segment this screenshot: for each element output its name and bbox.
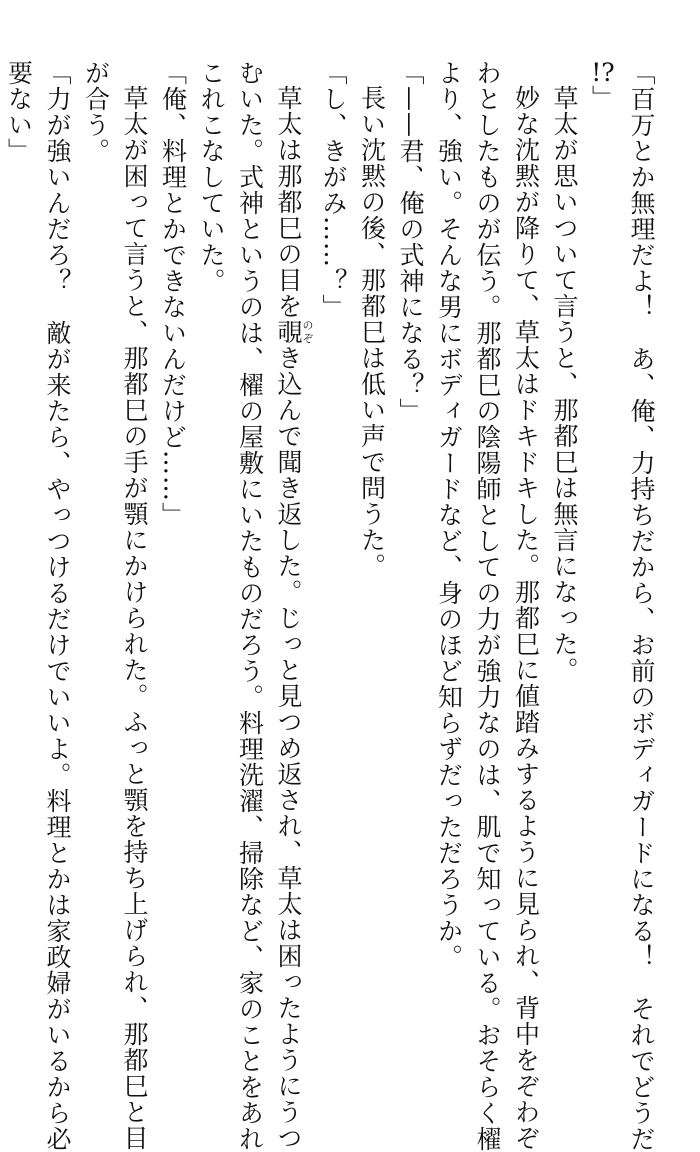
text-line-16: 「力が強いんだろ？ 敵が来たら、やっつけるだけでいいよ。料理とかは家政婦がいるから必 (43, 60, 72, 1152)
text-line-14: 草太が困って言うと、那都巳の手が顎にかけられた。ふっと顎を持ち上げられ、那都巳と目 (120, 85, 149, 1151)
text-line-4: 妙な沈黙が降りて、草太はドキドキした。那都巳に値踏みするように見られ、背中をぞわぞ (511, 85, 541, 1151)
text-line-3: 草太が思いついて言うと、那都巳は無言になった。 (550, 85, 579, 683)
text-line-12: これこなしていた。 (197, 60, 226, 294)
ruby-reading: のぞ (301, 319, 314, 345)
text-line-10 (269, 60, 314, 1151)
text-line-10-start: 草太は那都巳の目を (274, 85, 303, 319)
text-line-9: 「し、きがみ……？」 (319, 60, 348, 320)
vertical-text-block (4, 60, 660, 1152)
text-line-5: わとしたものが伝う。那都巳の陰陽師としての力が強力なのは、肌で知っている。おそらく櫂 (473, 60, 502, 1152)
interrobang-mark: !? (591, 60, 615, 85)
text-line-7: 「——君、俺の式神になる？」 (396, 60, 425, 424)
text-line-10-end: き込んで聞き返した。じっと見つめ返され、草太は困ったようにうつ (274, 345, 303, 1151)
text-line-2: !?」 (588, 60, 618, 111)
text-line-13: 「俺、料理とかできないんだけど……」 (158, 60, 188, 528)
text-line-8: 長い沈黙の後、那都巳は低い声で問うた。 (357, 85, 387, 579)
text-line-6: より、強い。そんな男にボディガードなど、身のほど知らずだっただろうか。 (434, 60, 464, 970)
text-line-1: 「百万とか無理だよ！ あ、俺、力持ちだから、お前のボディガードになる！ それでどうだ (627, 60, 656, 1152)
text-line-11: むいた。式神というのは、櫂の屋敷にいたものだろう。料理洗濯、掃除など、家のことをあれ (235, 60, 265, 1152)
ruby-base: 覗 (274, 319, 303, 345)
ruby-word (274, 319, 314, 345)
text-line-15: が合う。 (81, 60, 111, 164)
text-line-17: 要ない」 (4, 60, 34, 164)
